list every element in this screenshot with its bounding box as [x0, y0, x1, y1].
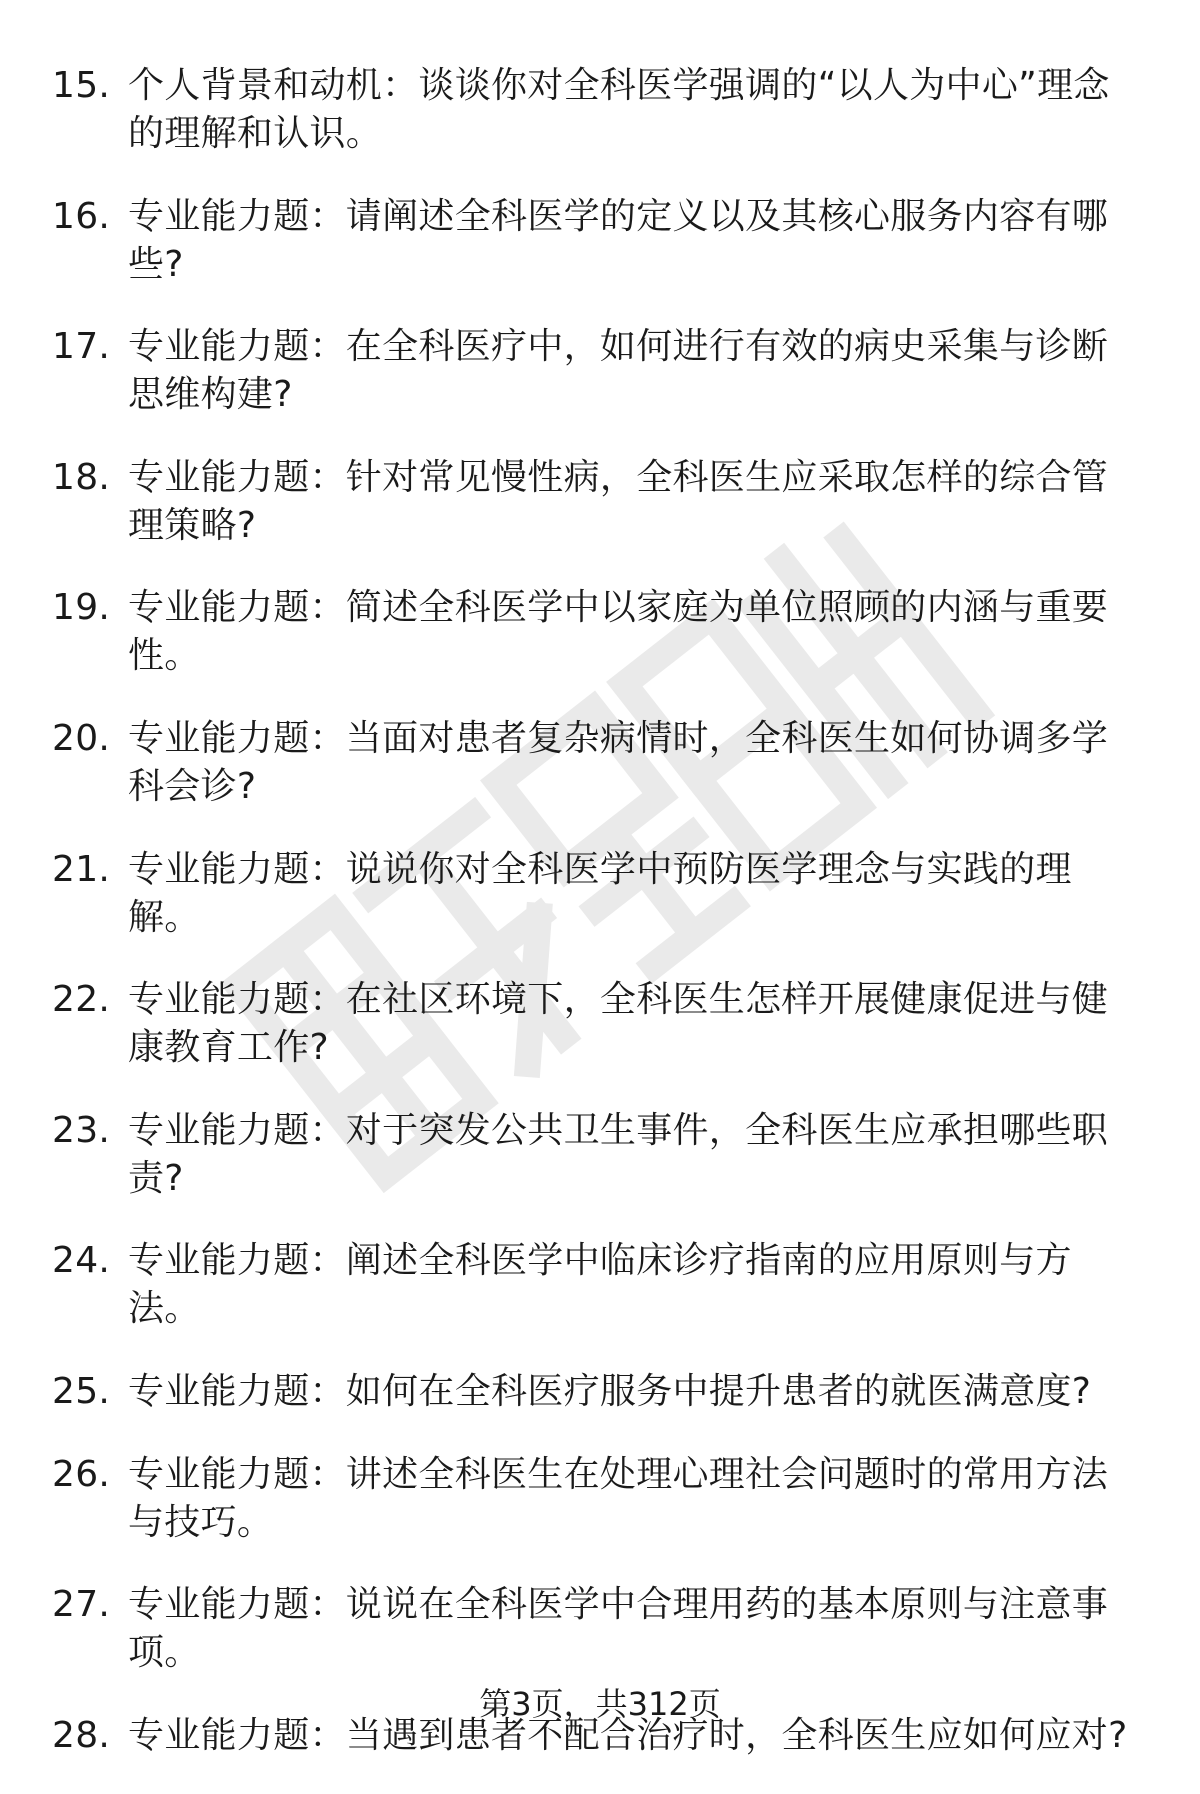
question-item — [0, 1237, 1200, 1333]
question-text: 专业能力题：当遇到患者不配合治疗时，全科医生应如何应对? — [128, 1714, 1128, 1756]
question-text: 专业能力题：如何在全科医疗服务中提升患者的就医满意度? — [128, 1370, 1092, 1412]
question-list — [0, 62, 1200, 1794]
question-text: 专业能力题：阐述全科医学中临床诊疗指南的应用原则与方法。 — [128, 1240, 1072, 1330]
question-text: 专业能力题：当面对患者复杂病情时，全科医生如何协调多学科会诊? — [128, 717, 1109, 807]
question-item — [0, 62, 1200, 158]
question-number: 16. — [52, 195, 111, 237]
question-number: 25. — [52, 1370, 111, 1412]
question-item — [0, 846, 1200, 942]
question-item — [0, 1581, 1200, 1677]
question-text: 专业能力题：请阐述全科医学的定义以及其核心服务内容有哪些? — [128, 195, 1109, 285]
question-text: 专业能力题：对于突发公共卫生事件，全科医生应承担哪些职责? — [128, 1109, 1109, 1199]
question-item — [0, 1368, 1200, 1416]
question-number: 19. — [52, 587, 111, 629]
question-text: 专业能力题：说说你对全科医学中预防医学理念与实践的理解。 — [128, 848, 1072, 938]
question-number: 23. — [52, 1109, 111, 1151]
question-text: 专业能力题：简述全科医学中以家庭为单位照顾的内涵与重要性。 — [128, 587, 1109, 677]
question-item — [0, 715, 1200, 811]
question-number: 27. — [52, 1584, 111, 1626]
question-number: 26. — [52, 1453, 111, 1495]
question-item — [0, 1107, 1200, 1203]
question-number: 28. — [52, 1714, 111, 1756]
question-number: 17. — [52, 326, 111, 368]
question-number: 20. — [52, 717, 111, 759]
page-number: 第3页，共312页 — [479, 1685, 721, 1723]
question-item — [0, 584, 1200, 680]
question-number: 15. — [52, 65, 111, 106]
question-number: 21. — [52, 848, 111, 890]
question-text: 专业能力题：在社区环境下，全科医生怎样开展健康促进与健康教育工作? — [128, 979, 1109, 1069]
question-text: 专业能力题：在全科医疗中，如何进行有效的病史采集与诊断思维构建? — [128, 326, 1109, 416]
question-item — [0, 1451, 1200, 1547]
question-item — [0, 454, 1200, 550]
question-text: 专业能力题：针对常见慢性病，全科医生应采取怎样的综合管理策略? — [128, 456, 1109, 546]
question-item — [0, 323, 1200, 419]
question-number: 22. — [52, 979, 111, 1021]
question-text: 专业能力题：说说在全科医学中合理用药的基本原则与注意事项。 — [128, 1584, 1109, 1674]
question-text: 个人背景和动机：谈谈你对全科医学强调的“以人为中心”理念的理解和认识。 — [128, 65, 1110, 154]
question-item — [0, 976, 1200, 1072]
question-item — [0, 193, 1200, 289]
question-number: 24. — [52, 1240, 111, 1282]
question-text: 专业能力题：讲述全科医生在处理心理社会问题时的常用方法与技巧。 — [128, 1453, 1109, 1543]
question-number: 18. — [52, 456, 111, 498]
